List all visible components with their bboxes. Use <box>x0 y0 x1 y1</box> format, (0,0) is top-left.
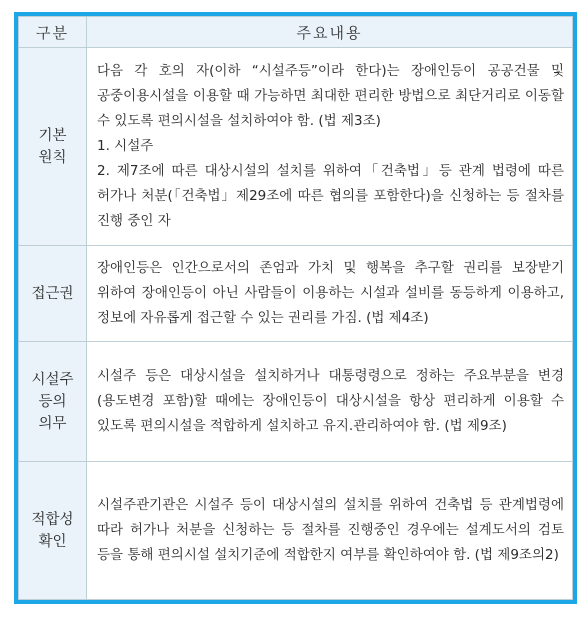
category-line: 등의 <box>38 393 67 410</box>
header-category: 구분 <box>19 17 87 48</box>
category-line: 확인 <box>38 533 67 550</box>
category-line: 시설주 <box>31 371 74 388</box>
content-paragraph: 다음 각 호의 자(이하 “시설주등”이라 한다)는 장애인등이 공공건물 및 공중이용시설을 이용할 때 가능하면 최대한 편리한 방법으로 최단거리로 이동할 수 있도록 편의시설을 설치하여야 함. (법 제3조) <box>97 63 564 129</box>
row-category <box>19 48 87 246</box>
category-line: 원칙 <box>38 149 67 166</box>
row-category <box>19 342 87 462</box>
category-line: 접근권 <box>31 285 74 302</box>
table-header-row <box>19 17 573 48</box>
row-content <box>87 342 573 462</box>
content-paragraph: 1. 시설주 <box>97 138 154 154</box>
table-row-conformity-check <box>19 462 573 600</box>
row-category <box>19 246 87 342</box>
category-line: 기본 <box>38 127 67 144</box>
content-paragraph: 장애인등은 인간으로서의 존엄과 가치 및 행복을 추구할 권리를 보장받기 위하여 장애인등이 아닌 사람들이 이용하는 시설과 설비를 동등하게 이용하고, 정보에 자유롭게 접근할 수 있는 권리를 가짐. (법 제4조) <box>97 260 564 326</box>
table-row-owner-duty <box>19 342 573 462</box>
row-content <box>87 246 573 342</box>
row-category <box>19 462 87 600</box>
category-line: 의무 <box>38 415 67 432</box>
legal-summary-table <box>18 16 573 600</box>
table-row-basic-principle <box>19 48 573 246</box>
content-paragraph: 시설주관기관은 시설주 등이 대상시설의 설치를 위하여 건축법 등 관계법령에 따라 허가나 처분을 신청하는 등 절차를 진행중인 경우에는 설계도서의 검토 등을 통해 편의시설 설치기준에 적합한지 여부를 확인하여야 함. (법 제9조의2) <box>97 497 564 563</box>
row-content <box>87 462 573 600</box>
legal-summary-table-frame <box>14 12 577 604</box>
content-paragraph: 시설주 등은 대상시설을 설치하거나 대통령령으로 정하는 주요부분을 변경(용도변경 포함)할 때에는 장애인등이 대상시설을 항상 편리하게 이용할 수 있도록 편의시설을 적합하게 설치하고 유지.관리하여야 함. (법 제9조) <box>97 368 564 434</box>
header-content: 주요내용 <box>87 17 573 48</box>
table-row-access-right <box>19 246 573 342</box>
content-paragraph: 2. 제7조에 따른 대상시설의 설치를 위하여「건축법」등 관계 법령에 따른 허가나 처분(「건축법」제29조에 따른 협의를 포함한다)을 신청하는 등 절차를 진행 중인 자 <box>97 163 564 229</box>
category-line: 적합성 <box>31 511 74 528</box>
row-content <box>87 48 573 246</box>
